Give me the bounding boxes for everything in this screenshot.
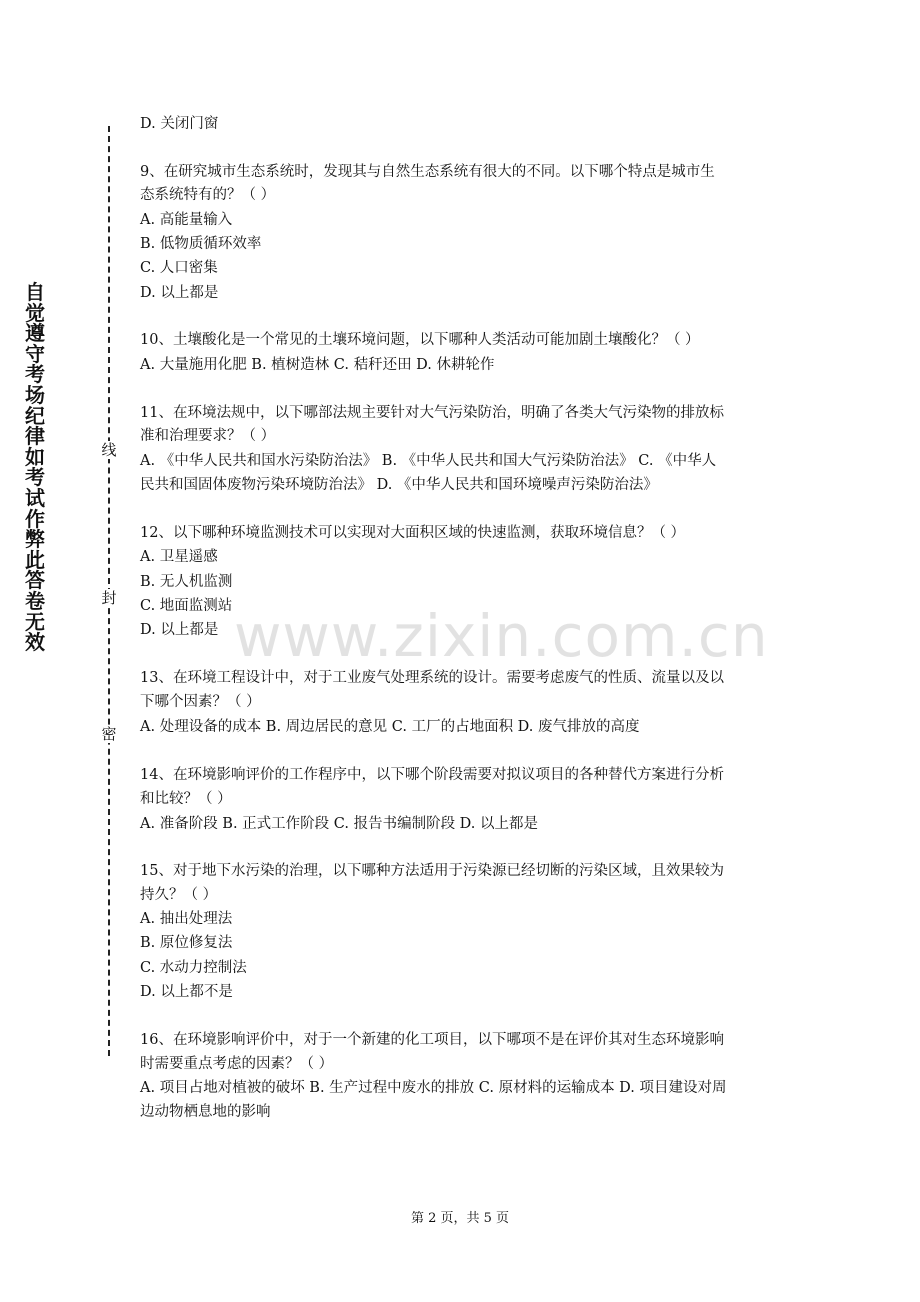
q13-stem-line1: 13、在环境工程设计中，对于工业废气处理系统的设计。需要考虑废气的性质、流量以及以 (140, 670, 724, 686)
notice-char: 觉 (25, 300, 45, 325)
q11-options-line1: A. 《中华人民共和国水污染防治法》 B. 《中华人民共和国大气污染防治法》 C. 《中华人 (140, 453, 717, 469)
q15-option-b: B. 原位修复法 (140, 935, 233, 951)
q16-options-line2: 边动物栖息地的影响 (140, 1104, 271, 1120)
q14-stem-line2: 和比较？（ ） (140, 791, 232, 807)
q11-options-line2: 民共和国固体废物污染环境防治法》 D. 《中华人民共和国环境噪声污染防治法》 (140, 477, 658, 493)
notice-char: 无 (25, 609, 45, 634)
q9-stem-line1: 9、在研究城市生态系统时，发现其与自然生态系统有很大的不同。以下哪个特点是城市生 (140, 164, 715, 180)
q11-stem-line2: 准和治理要求？（ ） (140, 428, 276, 444)
notice-char: 作 (25, 506, 45, 531)
cut-label-line: 线 (101, 441, 117, 459)
q11-stem-line1: 11、在环境法规中，以下哪部法规主要针对大气污染防治，明确了各类大气污染物的排放标 (140, 405, 724, 421)
q15-option-c: C. 水动力控制法 (140, 960, 247, 976)
q8-option-d: D. 关闭门窗 (140, 116, 219, 132)
cut-label-secret: 密 (101, 725, 117, 743)
q14-options: A. 准备阶段 B. 正式工作阶段 C. 报告书编制阶段 D. 以上都是 (140, 816, 539, 832)
notice-char: 考 (25, 465, 45, 490)
notice-char: 弊 (25, 527, 45, 552)
q9-option-d: D. 以上都是 (140, 285, 219, 301)
q15-option-d: D. 以上都不是 (140, 984, 233, 1000)
q16-stem-line1: 16、在环境影响评价中，对于一个新建的化工项目，以下哪项不是在评价其对生态环境影响 (140, 1032, 724, 1048)
q15-stem-line2: 持久？（ ） (140, 887, 218, 903)
q12-option-d: D. 以上都是 (140, 622, 219, 638)
q9-option-b: B. 低物质循环效率 (140, 236, 262, 252)
notice-char: 守 (25, 341, 45, 366)
notice-char: 答 (25, 568, 45, 593)
notice-char: 遵 (25, 321, 45, 346)
q12-option-b: B. 无人机监测 (140, 574, 233, 590)
q10-options: A. 大量施用化肥 B. 植树造林 C. 秸秆还田 D. 休耕轮作 (140, 357, 495, 373)
q9-option-c: C. 人口密集 (140, 260, 218, 276)
notice-char: 如 (25, 444, 45, 469)
cut-label-seal: 封 (101, 589, 117, 607)
notice-char: 试 (25, 485, 45, 510)
exam-discipline-notice (20, 282, 50, 653)
q16-stem-line2: 时需要重点考虑的因素？（ ） (140, 1056, 334, 1072)
q15-stem-line1: 15、对于地下水污染的治理，以下哪种方法适用于污染源已经切断的污染区域，且效果较为 (140, 863, 724, 879)
notice-char: 律 (25, 424, 45, 449)
q13-stem-line2: 下哪个因素？（ ） (140, 694, 261, 710)
notice-char: 纪 (25, 403, 45, 428)
notice-char: 自 (25, 280, 45, 304)
q10-stem: 10、土壤酸化是一个常见的土壤环境问题，以下哪种人类活动可能加剧土壤酸化？（ ） (140, 332, 700, 348)
notice-char: 效 (25, 630, 45, 655)
page-number-footer: 第 2 页，共 5 页 (410, 1211, 510, 1226)
q15-option-a: A. 抽出处理法 (140, 911, 233, 927)
q13-options: A. 处理设备的成本 B. 周边居民的意见 C. 工厂的占地面积 D. 废气排放的高度 (140, 719, 640, 735)
notice-char: 卷 (25, 588, 45, 613)
q9-option-a: A. 高能量输入 (140, 212, 233, 228)
q12-stem: 12、以下哪种环境监测技术可以实现对大面积区域的快速监测，获取环境信息？（ ） (140, 525, 686, 541)
q16-options-line1: A. 项目占地对植被的破坏 B. 生产过程中废水的排放 C. 原材料的运输成本 D. 项目建设对周 (140, 1080, 727, 1096)
q9-stem-line2: 态系统特有的？（ ） (140, 187, 276, 203)
watermark: www.zixin.com.cn (234, 602, 769, 670)
notice-char: 此 (25, 547, 45, 572)
notice-char: 考 (25, 362, 45, 387)
q12-option-c: C. 地面监测站 (140, 598, 233, 614)
q12-option-a: A. 卫星遥感 (140, 549, 218, 565)
notice-char: 场 (25, 382, 45, 407)
q14-stem-line1: 14、在环境影响评价的工作程序中，以下哪个阶段需要对拟议项目的各种替代方案进行分析 (140, 767, 724, 783)
